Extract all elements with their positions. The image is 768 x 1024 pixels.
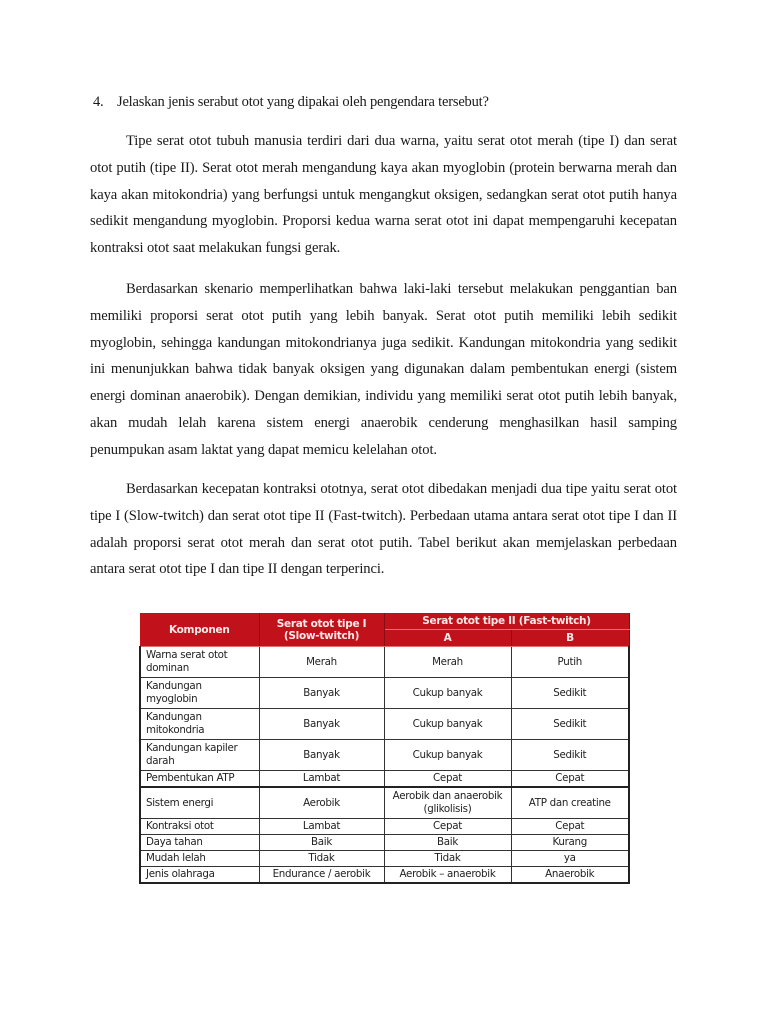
header-type2: Serat otot tipe II (Fast-twitch): [384, 613, 629, 630]
header-type2-a: A: [384, 630, 511, 647]
cell-type2b: Sedikit: [511, 709, 629, 740]
header-type1-line1: Serat otot tipe I: [276, 617, 367, 630]
table-row: [140, 740, 629, 771]
cell-type2a: Aerobik dan anaerobik (glikolisis): [384, 787, 511, 819]
table-row: [140, 851, 629, 867]
table-row: [140, 678, 629, 709]
cell-type2b: Cepat: [511, 771, 629, 788]
header-type1: [259, 613, 384, 647]
paragraph-fiber-colors: Tipe serat otot tubuh manusia terdiri dari dua warna, yaitu serat otot merah (tipe I) dan serat otot putih (tipe II). Serat otot merah mengandung kaya akan myoglobin (protein berwarna merah dan kaya akan mitokondria) yang berfungsi untuk mengangkut oksigen, sedangkan serat otot putih hanya sedikit mengandung myoglobin. Proporsi kedua warna serat otot ini dapat mempengaruhi kecepatan kontraksi otot saat melakukan fungsi gerak.: [90, 133, 677, 257]
cell-type2a: Cukup banyak: [384, 709, 511, 740]
cell-type2b: Sedikit: [511, 740, 629, 771]
cell-type2b: Putih: [511, 647, 629, 678]
table-row: [140, 867, 629, 884]
row-label: Pembentukan ATP: [140, 771, 259, 788]
cell-type2b: ATP dan creatine: [511, 787, 629, 819]
cell-type1: Baik: [259, 835, 384, 851]
cell-type1: Lambat: [259, 819, 384, 835]
cell-type2a: Aerobik – anaerobik: [384, 867, 511, 884]
cell-type2a: Baik: [384, 835, 511, 851]
cell-type1: Banyak: [259, 740, 384, 771]
muscle-fiber-comparison-table: [139, 613, 630, 884]
row-label: Daya tahan: [140, 835, 259, 851]
cell-type1: Aerobik: [259, 787, 384, 819]
cell-type2a: Cukup banyak: [384, 740, 511, 771]
header-type1-line2: (Slow-twitch): [283, 629, 360, 642]
table-row: [140, 647, 629, 678]
cell-type1: Banyak: [259, 709, 384, 740]
cell-type2a: Merah: [384, 647, 511, 678]
table-row: [140, 787, 629, 819]
cell-type2a: Tidak: [384, 851, 511, 867]
row-label: Kontraksi otot: [140, 819, 259, 835]
row-label: Kandungan myoglobin: [140, 678, 259, 709]
row-label: Sistem energi: [140, 787, 259, 819]
question-number: 4.: [93, 94, 104, 110]
paragraph-contraction-speed: Berdasarkan kecepatan kontraksi ototnya, serat otot dibedakan menjadi dua tipe yaitu serat otot tipe I (Slow-twitch) dan serat otot tipe II (Fast-twitch). Perbedaan utama antara serat otot tipe I dan II adalah proporsi serat otot merah dan serat otot putih. Tabel berikut akan memjelaskan perbedaan antara serat otot tipe I dan tipe II dengan terperinci.: [90, 481, 677, 578]
table-row: [140, 835, 629, 851]
row-label: Jenis olahraga: [140, 867, 259, 884]
row-label: Warna serat otot dominan: [140, 647, 259, 678]
row-label: Kandungan mitokondria: [140, 709, 259, 740]
cell-type1: Tidak: [259, 851, 384, 867]
cell-type2b: ya: [511, 851, 629, 867]
cell-type1: Lambat: [259, 771, 384, 788]
paragraph-scenario: Berdasarkan skenario memperlihatkan bahwa laki-laki tersebut melakukan penggantian ban memiliki proporsi serat otot putih yang lebih banyak. Serat otot putih memiliki lebih sedikit myoglobin, sehingga kandungan mitokondrianya juga sedikit. Kandungan mitokondria yang sedikit ini menunjukkan bahwa tidak banyak oksigen yang digunakan dalam pembentukan energi (sistem energi dominan anaerobik). Dengan demikian, individu yang memiliki serat otot putih lebih banyak, akan mudah lelah karena sistem energi anaerobik cenderung menghasilkan hasil samping penumpukan asam laktat yang dapat memicu kelelahan otot.: [90, 281, 677, 458]
row-label: Mudah lelah: [140, 851, 259, 867]
cell-type1: Endurance / aerobik: [259, 867, 384, 884]
row-label: Kandungan kapiler darah: [140, 740, 259, 771]
cell-type2b: Cepat: [511, 819, 629, 835]
question-text: Jelaskan jenis serabut otot yang dipakai oleh pengendara tersebut?: [117, 94, 489, 110]
cell-type1: Banyak: [259, 678, 384, 709]
cell-type2b: Sedikit: [511, 678, 629, 709]
cell-type2a: Cukup banyak: [384, 678, 511, 709]
table-row: [140, 709, 629, 740]
cell-type2b: Anaerobik: [511, 867, 629, 884]
cell-type2a: Cepat: [384, 819, 511, 835]
cell-type1: Merah: [259, 647, 384, 678]
table-row: [140, 819, 629, 835]
cell-type2b: Kurang: [511, 835, 629, 851]
header-type2-b: B: [511, 630, 629, 647]
cell-type2a: Cepat: [384, 771, 511, 788]
table-row: [140, 771, 629, 788]
question-heading: [93, 94, 489, 111]
header-komponen: Komponen: [140, 613, 259, 647]
